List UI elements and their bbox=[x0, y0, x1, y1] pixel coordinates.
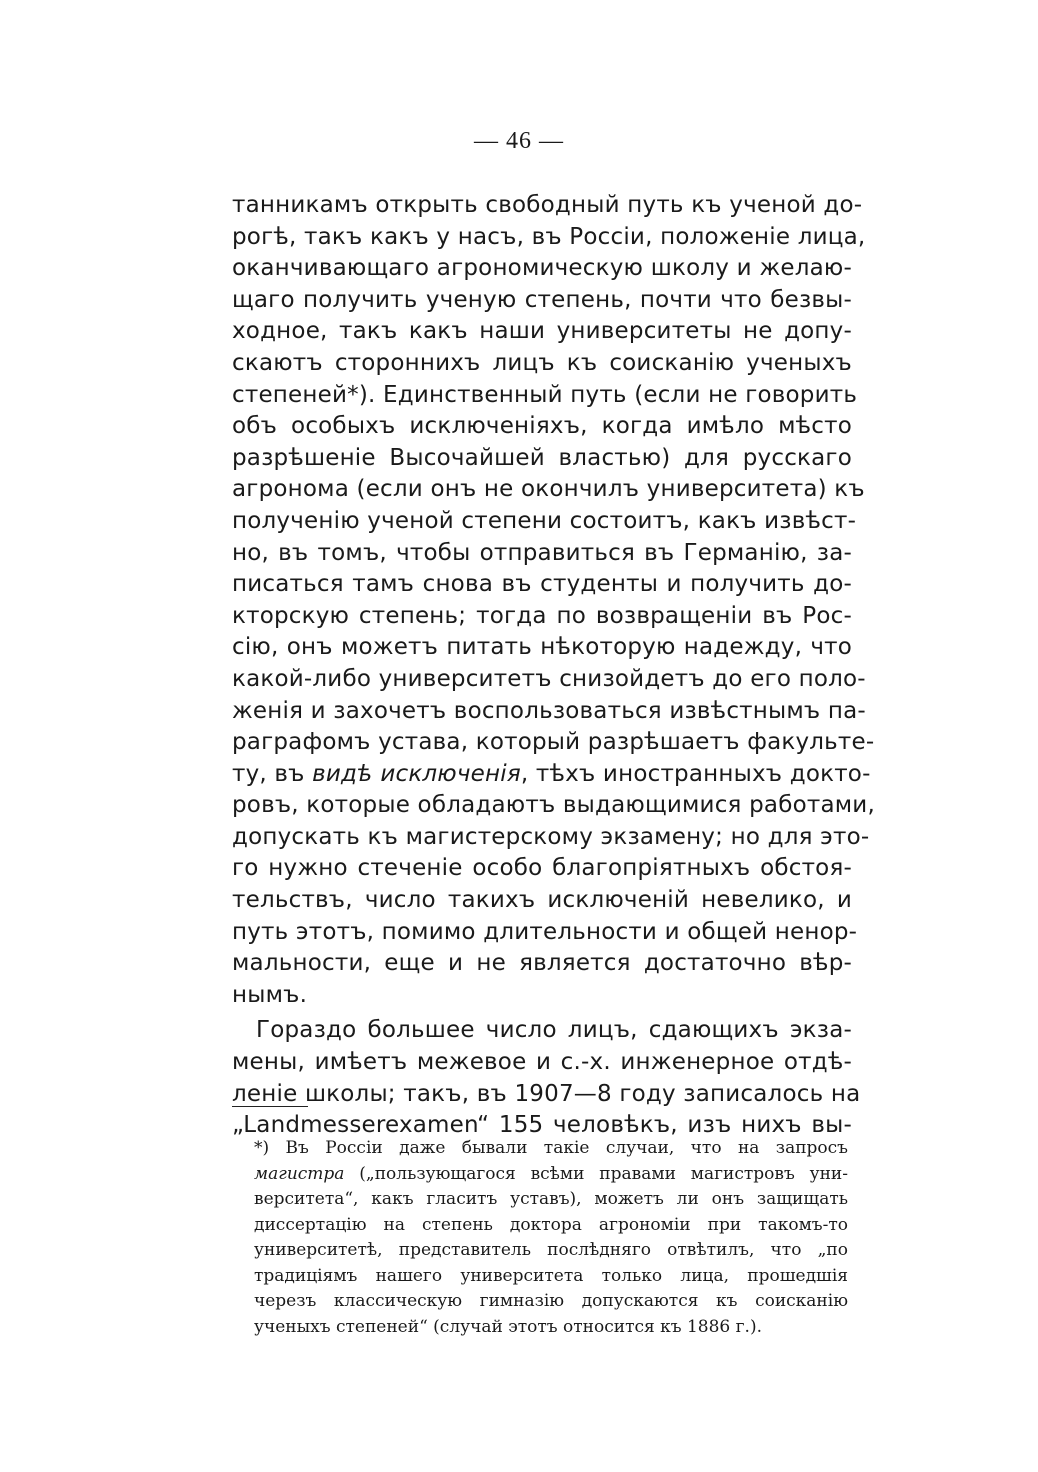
text-line: рогѣ, такъ какъ у насъ, въ Россіи, положеніе лица, bbox=[232, 223, 866, 250]
footnote-line-with-italic bbox=[254, 1162, 848, 1188]
text-line: но, въ томъ, чтобы отправиться въ Германію, за- bbox=[232, 539, 852, 566]
text-line: объ особыхъ исключеніяхъ, когда имѣло мѣсто bbox=[232, 413, 852, 440]
text-line: нымъ. bbox=[232, 981, 308, 1008]
text-line: леніе школы; такъ, въ 1907—8 году записалось на bbox=[232, 1080, 861, 1107]
text-line: мены, имѣетъ межевое и с.-х. инженерное отдѣ- bbox=[232, 1049, 852, 1076]
text-line: „Landmesserexamen“ 155 человѣкъ, изъ нихъ вы- bbox=[232, 1112, 852, 1139]
text-line-with-italic bbox=[232, 759, 871, 791]
text-line: полученію ученой степени состоитъ, какъ извѣст- bbox=[232, 507, 857, 534]
footnote-line: университетѣ, представитель послѣдняго отвѣтилъ, что „по bbox=[254, 1240, 848, 1260]
footnote-line: диссертацію на степень доктора агрономіи при такомъ-то bbox=[254, 1214, 848, 1235]
page-number: — 46 — bbox=[474, 128, 564, 154]
footnote-line: ученыхъ степеней“ (случай этотъ относится къ 1886 г.). bbox=[254, 1316, 762, 1337]
text-line: путь этотъ, помимо длительности и общей ненор- bbox=[232, 918, 858, 945]
text-line: ровъ, которые обладаютъ выдающимися работами, bbox=[232, 792, 875, 819]
text-segment: , тѣхъ иностранныхъ докто- bbox=[520, 760, 871, 787]
footnote-line: черезъ классическую гимназію допускаются къ соисканію bbox=[254, 1291, 848, 1311]
footnote bbox=[254, 1136, 848, 1340]
text-line: раграфомъ устава, который разрѣшаетъ факульте- bbox=[232, 729, 875, 756]
footnote-line: традиціямъ нашего университета только лица, прошедшія bbox=[254, 1265, 848, 1286]
footnote-divider bbox=[232, 1106, 308, 1107]
text-line: ходное, такъ какъ наши университеты не допу- bbox=[232, 318, 852, 345]
footnote-line: *) Въ Россіи даже бывали такіе случаи, что на запросъ bbox=[254, 1138, 848, 1158]
text-line: щаго получить ученую степень, почти что безвы- bbox=[232, 286, 852, 313]
text-line: мальности, еще и не является достаточно вѣр- bbox=[232, 950, 852, 977]
text-line: сію, онъ можетъ питать нѣкоторую надежду, что bbox=[232, 634, 852, 661]
text-segment: ту, въ bbox=[232, 760, 313, 787]
text-segment: („пользующагося всѣми правами магистровъ уни- bbox=[344, 1163, 848, 1184]
text-line: скаютъ стороннихъ лицъ къ соисканію ученыхъ bbox=[232, 349, 852, 376]
main-text bbox=[232, 190, 875, 1142]
text-line: Гораздо большее число лицъ, сдающихъ экза- bbox=[256, 1017, 852, 1044]
text-line: го нужно стеченіе особо благопріятныхъ обстоя- bbox=[232, 855, 852, 882]
italic-phrase: магистра bbox=[254, 1163, 345, 1184]
italic-phrase: видѣ исключенія bbox=[312, 760, 521, 787]
text-line: писаться тамъ снова въ студенты и получить до- bbox=[232, 571, 852, 598]
text-line: разрѣшеніе Высочайшей властью) для русскаго bbox=[232, 444, 852, 471]
text-line: агронома (если онъ не окончилъ университета) къ bbox=[232, 476, 865, 503]
text-line: какой-либо университетъ снизойдетъ до его поло- bbox=[232, 665, 866, 692]
footnote-line: верситета“, какъ гласитъ уставъ), можетъ ли онъ защищать bbox=[254, 1189, 848, 1209]
text-line: степеней*). Единственный путь (если не говорить bbox=[232, 381, 858, 408]
text-line: женія и захочетъ воспользоваться извѣстнымъ па- bbox=[232, 697, 866, 724]
text-line: кторскую степень; тогда по возвращеніи въ Рос- bbox=[232, 602, 852, 629]
text-line: танникамъ открыть свободный путь къ ученой до- bbox=[232, 192, 863, 218]
text-line: допускать къ магистерскому экзамену; но для это- bbox=[232, 823, 870, 850]
text-line: тельствъ, число такихъ исключеній невелико, и bbox=[232, 887, 852, 914]
text-line: оканчивающаго агрономическую школу и желаю- bbox=[232, 255, 852, 282]
